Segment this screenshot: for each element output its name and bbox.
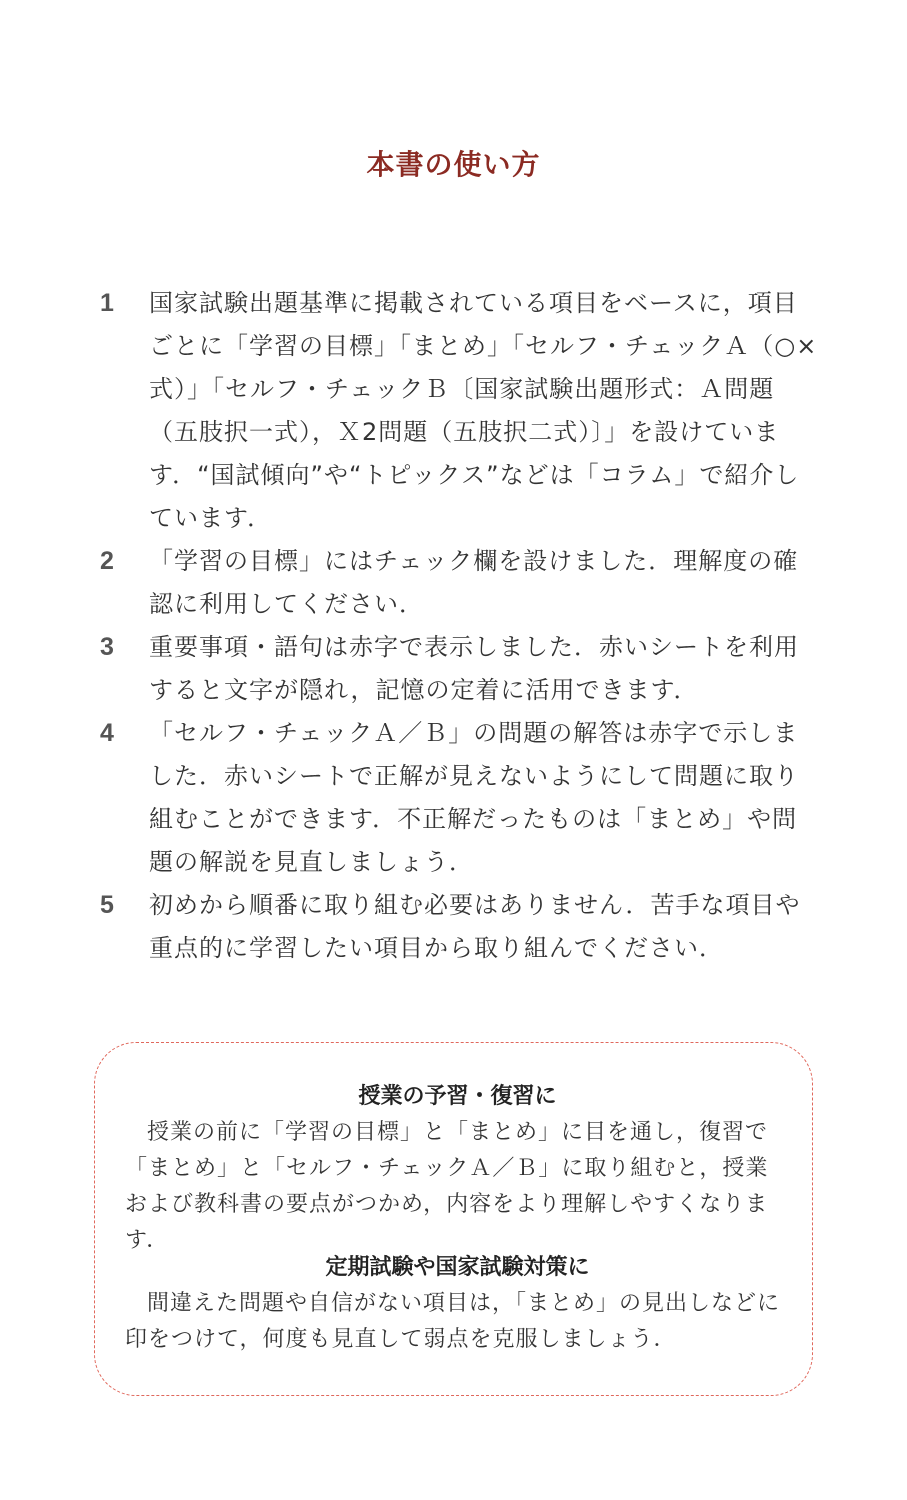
tip-body: 間違えた問題や自信がない項目は，「まとめ」の見出しなどに印をつけて，何度も見直して弱点を克服しましょう． — [125, 1291, 781, 1352]
item-text: 「学習の目標」にはチェック欄を設けました．理解度の確認に利用してください． — [149, 547, 799, 618]
tip-heading: 定期試験や国家試験対策に — [325, 1255, 590, 1280]
list-item — [92, 282, 822, 540]
tip-section-exam — [125, 1250, 790, 1358]
item-number: 4 — [100, 719, 115, 747]
item-text: 初めから順番に取り組む必要はありません．苦手な項目や重点的に学習したい項目から取り組んでください． — [149, 891, 801, 962]
tip-body: 授業の前に「学習の目標」と「まとめ」に目を通し，復習で「まとめ」と「セルフ・チェックＡ／Ｂ」に取り組むと，授業および教科書の要点がつかめ，内容をより理解しやすくなります． — [125, 1120, 769, 1253]
list-item — [92, 884, 822, 970]
list-item — [92, 626, 822, 712]
item-number: 2 — [100, 547, 115, 575]
tip-heading: 授業の予習・復習に — [358, 1084, 557, 1109]
item-number: 3 — [100, 633, 115, 661]
usage-list — [92, 282, 822, 970]
tip-section-study — [125, 1079, 790, 1259]
item-number: 5 — [100, 891, 115, 919]
item-text: 国家試験出題基準に掲載されている項目をベースに，項目ごとに「学習の目標」「まとめ」「セルフ・チェックＡ（○×式）」「セルフ・チェックＢ〔国家試験出題形式：Ａ問題（五肢択一式），Ｘ2問題（五肢択二式）〕」を設けています．“国試傾向”や“トピックス”などは「コラム」で紹介しています． — [149, 289, 818, 532]
item-number: 1 — [100, 289, 115, 317]
list-item — [92, 712, 822, 884]
item-text: 重要事項・語句は赤字で表示しました．赤いシートを利用すると文字が隠れ，記憶の定着に活用できます． — [149, 633, 799, 704]
page-title: 本書の使い方 — [366, 147, 541, 181]
list-item — [92, 540, 822, 626]
item-text: 「セルフ・チェックＡ／Ｂ」の問題の解答は赤字で示しました．赤いシートで正解が見えないようにして問題に取り組むことができます．不正解だったものは「まとめ」や問題の解説を見直しましょう． — [149, 719, 799, 876]
tips-box — [94, 1042, 813, 1396]
